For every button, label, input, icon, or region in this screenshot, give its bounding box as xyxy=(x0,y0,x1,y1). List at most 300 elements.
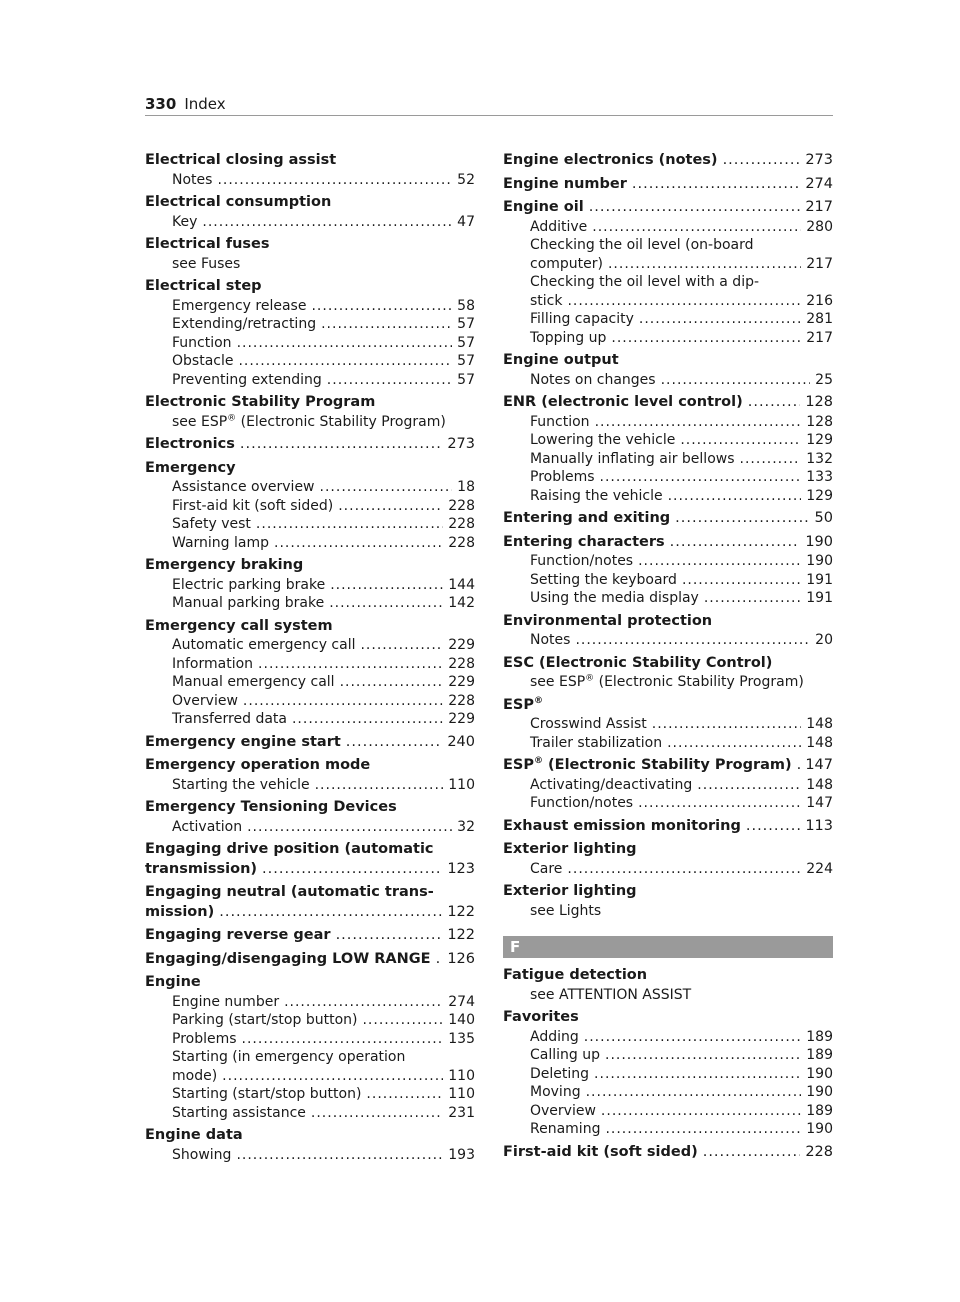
subentry-text xyxy=(530,329,606,348)
index-entry xyxy=(503,393,833,505)
subentry-title: Key xyxy=(172,213,198,230)
subentry-title: Function/notes xyxy=(530,795,634,811)
see-text: see ESP xyxy=(172,413,228,430)
page-ref: 228 xyxy=(448,497,475,514)
subentry-text xyxy=(530,1120,600,1139)
dot-leader xyxy=(242,1030,444,1049)
subentry xyxy=(145,534,475,553)
index-entry xyxy=(145,840,475,879)
entry-heading xyxy=(145,903,475,923)
dot-leader xyxy=(362,1011,443,1030)
registered-mark: ® xyxy=(533,695,543,706)
page-ref: 122 xyxy=(447,927,475,943)
entry-heading xyxy=(145,617,475,637)
page-ref: 274 xyxy=(448,993,475,1010)
dot-leader xyxy=(584,1028,802,1047)
dot-leader xyxy=(243,692,443,711)
page-ref: 58 xyxy=(457,297,475,314)
entry-heading xyxy=(145,459,475,479)
page-ref: 273 xyxy=(447,436,475,452)
index-entry xyxy=(503,654,833,692)
dot-leader xyxy=(639,310,801,329)
entry-heading xyxy=(145,756,475,776)
subentry-text xyxy=(172,515,251,534)
subentry-title: Manually inflating air bellows xyxy=(530,450,735,467)
index-entry xyxy=(145,235,475,273)
dot-leader xyxy=(638,794,801,813)
subentry-text xyxy=(530,1028,579,1047)
index-entry xyxy=(503,882,833,920)
page-ref: 52 xyxy=(457,171,475,188)
entry-title: Engine output xyxy=(503,352,619,368)
entry-title: Exterior lighting xyxy=(503,883,637,899)
subentry-text xyxy=(530,860,562,879)
see-text-rest: (Electronic Stability Program) xyxy=(594,674,804,690)
subentry xyxy=(145,673,475,692)
subentry xyxy=(145,710,475,729)
index-entry xyxy=(503,1008,833,1139)
dot-leader xyxy=(667,734,801,753)
page-ref: 240 xyxy=(447,733,475,750)
entry-title-rest: (Electronic Stability Program) xyxy=(542,757,792,773)
subentry xyxy=(503,1120,833,1139)
entry-title: Exhaust emission monitoring xyxy=(503,817,741,834)
page-ref: 132 xyxy=(806,450,833,467)
page-ref: 217 xyxy=(806,255,833,272)
index-entry xyxy=(503,612,833,650)
subentry-line: Starting (in emergency operation xyxy=(172,1049,406,1065)
subentry-title: Safety vest xyxy=(172,516,251,532)
page-ref: 144 xyxy=(448,576,475,593)
subentry xyxy=(145,213,475,232)
entry-title: Emergency xyxy=(145,459,236,476)
subentry xyxy=(145,515,475,534)
page-ref: 57 xyxy=(457,316,475,332)
subentry-title: Starting the vehicle xyxy=(172,776,310,793)
subentry-title: Care xyxy=(530,860,563,877)
entry-heading xyxy=(503,612,833,632)
index-entry xyxy=(503,1143,833,1163)
dot-leader xyxy=(567,292,801,311)
dot-leader xyxy=(586,1083,802,1102)
subentry xyxy=(503,1028,833,1047)
subentry-title: Manual emergency call xyxy=(172,674,335,690)
subentry xyxy=(145,371,475,390)
registered-mark: ® xyxy=(533,756,543,767)
page-ref: 57 xyxy=(457,353,475,369)
page-ref: 142 xyxy=(448,595,475,611)
subentry-text xyxy=(172,497,333,516)
registered-mark: ® xyxy=(227,412,237,423)
subentry-title: Activating/deactivating xyxy=(530,776,693,793)
subentry-title: Function xyxy=(530,413,590,430)
dot-leader xyxy=(600,468,802,487)
subentry xyxy=(145,594,475,613)
registered-mark: ® xyxy=(585,673,595,684)
subentry xyxy=(503,371,833,390)
dot-leader xyxy=(740,450,802,469)
subentry-text xyxy=(530,468,595,487)
subentry xyxy=(145,655,475,674)
subentry-title: Manual parking brake xyxy=(172,595,325,611)
subentry-text xyxy=(172,636,355,655)
index-entry xyxy=(145,756,475,794)
entry-heading xyxy=(145,193,475,213)
entry-title: Emergency call system xyxy=(145,617,333,634)
subentry xyxy=(503,776,833,795)
page-ref: 228 xyxy=(448,692,475,709)
dot-leader xyxy=(797,756,801,776)
dot-leader xyxy=(595,413,802,432)
subentry xyxy=(145,334,475,353)
index-entry xyxy=(503,351,833,389)
subentry-text xyxy=(172,655,253,674)
subentry-title: Overview xyxy=(530,1102,596,1119)
entry-heading xyxy=(145,393,475,413)
entry-title: First-aid kit (soft sided) xyxy=(503,1143,698,1160)
entry-heading-text xyxy=(145,860,257,880)
subentry-text xyxy=(172,352,233,371)
dot-leader xyxy=(704,589,801,608)
subentry-text xyxy=(172,1030,237,1049)
index-entry xyxy=(145,926,475,946)
subentry-title: Function/notes xyxy=(530,553,634,569)
dot-leader xyxy=(274,534,443,553)
entry-heading-text xyxy=(503,151,718,171)
subentry xyxy=(503,552,833,571)
entry-title: Electrical consumption xyxy=(145,194,332,210)
entry-heading-text xyxy=(145,903,214,923)
dot-leader xyxy=(632,175,800,195)
dot-leader xyxy=(594,1065,801,1084)
page-ref: 216 xyxy=(806,292,833,309)
entry-title: Engine electronics (notes) xyxy=(503,152,718,168)
page-ref: 135 xyxy=(448,1030,475,1047)
entry-heading xyxy=(503,198,833,218)
subentry-text xyxy=(172,673,335,692)
page-ref: 129 xyxy=(806,487,833,504)
subentry-title: Notes on changes xyxy=(530,371,656,388)
subentry-title: Function xyxy=(172,334,232,351)
dot-leader xyxy=(222,1067,443,1086)
page-ref: 191 xyxy=(806,571,833,588)
entry-heading xyxy=(503,654,833,674)
entry-title-line: Engaging drive position (automatic xyxy=(145,841,434,857)
entry-title: Emergency Tensioning Devices xyxy=(145,799,397,815)
dot-leader xyxy=(652,715,802,734)
page-ref: 190 xyxy=(806,553,833,569)
subentry-title: Electric parking brake xyxy=(172,576,326,593)
subentry-text xyxy=(530,631,570,650)
page-ref: 47 xyxy=(457,213,475,230)
page-ref: 190 xyxy=(806,1121,833,1137)
subentry xyxy=(145,1085,475,1104)
index-entry xyxy=(145,617,475,729)
page-header xyxy=(145,94,226,114)
entry-heading-text xyxy=(503,756,792,776)
dot-leader xyxy=(262,860,442,880)
dot-leader xyxy=(592,218,801,237)
index-entry xyxy=(503,840,833,878)
subentry-title: Deleting xyxy=(530,1065,590,1082)
subentry-text xyxy=(530,552,633,571)
subentry-title: Preventing extending xyxy=(172,371,322,388)
entry-heading-text xyxy=(503,533,665,553)
subentry-title: Renaming xyxy=(530,1121,601,1137)
subentry xyxy=(503,329,833,348)
subentry-title: Starting (start/stop button) xyxy=(172,1086,362,1102)
index-entry xyxy=(503,175,833,195)
dot-leader xyxy=(366,1085,443,1104)
page-ref: 32 xyxy=(457,818,475,835)
page-ref: 228 xyxy=(448,655,475,672)
subentry xyxy=(503,589,833,608)
page-ref: 50 xyxy=(814,510,833,526)
entry-heading xyxy=(503,966,833,986)
subentry-text xyxy=(172,1104,306,1123)
dot-leader xyxy=(697,776,801,795)
index-column-left xyxy=(145,151,475,1168)
see-text: see ESP xyxy=(530,674,586,690)
subentry xyxy=(145,818,475,837)
entry-title: ESC (Electronic Stability Control) xyxy=(503,654,773,671)
page-ref: 281 xyxy=(806,311,833,327)
entry-heading xyxy=(503,756,833,776)
index-entry xyxy=(503,966,833,1004)
subentry-text xyxy=(172,534,269,553)
dot-leader xyxy=(336,926,443,946)
subentry xyxy=(145,1104,475,1123)
dot-leader xyxy=(321,315,452,334)
page-ref: 274 xyxy=(805,175,833,192)
see-reference xyxy=(503,673,833,692)
index-entry xyxy=(145,1126,475,1164)
entry-title: Engine oil xyxy=(503,199,584,215)
subentry xyxy=(503,571,833,590)
page-ref: 110 xyxy=(448,1086,475,1102)
subentry-text xyxy=(530,589,699,608)
dot-leader xyxy=(680,431,801,450)
entry-heading-text xyxy=(503,817,741,837)
subentry-text xyxy=(172,692,238,711)
page-ref: 189 xyxy=(806,1102,833,1119)
subentry xyxy=(503,715,833,734)
index-entry xyxy=(503,756,833,813)
index-entry xyxy=(145,798,475,836)
subentry-text xyxy=(530,450,735,469)
entry-heading xyxy=(503,696,833,716)
entry-heading xyxy=(145,798,475,818)
entry-title: Engaging/disengaging LOW RANGE xyxy=(145,950,431,967)
entry-heading xyxy=(503,393,833,413)
page-ref: 147 xyxy=(805,757,833,773)
subentry-text xyxy=(530,487,663,506)
dot-leader xyxy=(329,594,443,613)
subentry-title: Topping up xyxy=(530,329,607,346)
subentry-text xyxy=(172,1085,361,1104)
page-ref: 20 xyxy=(815,632,833,648)
entry-title: Electrical step xyxy=(145,278,262,294)
page-ref: 147 xyxy=(806,795,833,811)
subentry-title: Notes xyxy=(172,171,213,188)
subentry-title: Calling up xyxy=(530,1047,600,1063)
index-entry xyxy=(503,696,833,753)
page-ref: 148 xyxy=(806,716,833,732)
subentry-title: Parking (start/stop button) xyxy=(172,1012,358,1028)
subentry xyxy=(503,794,833,813)
subentry-text xyxy=(172,576,325,595)
entry-title: Engaging reverse gear xyxy=(145,927,331,943)
page-ref: 191 xyxy=(806,590,833,606)
subentry xyxy=(145,1067,475,1086)
subentry-text xyxy=(172,371,322,390)
page-ref: 280 xyxy=(806,218,833,235)
subentry xyxy=(503,450,833,469)
see-reference xyxy=(145,413,475,432)
subentry-cont: computer) xyxy=(530,255,603,272)
subentry-text xyxy=(172,818,242,837)
entry-heading xyxy=(145,151,475,171)
subentry xyxy=(145,1030,475,1049)
index-entry xyxy=(145,733,475,753)
entry-title: Electrical fuses xyxy=(145,236,270,252)
subentry xyxy=(503,1102,833,1121)
page-ref: 140 xyxy=(448,1012,475,1028)
subentry xyxy=(503,413,833,432)
page-ref: 190 xyxy=(806,1084,833,1100)
subentry-text xyxy=(172,1067,217,1086)
page-ref: 128 xyxy=(805,394,833,410)
entry-title: Engine data xyxy=(145,1127,243,1143)
subentry xyxy=(503,310,833,329)
entry-heading-text xyxy=(145,950,431,970)
index-entry xyxy=(145,973,475,1122)
dot-leader xyxy=(611,329,801,348)
subentry-text xyxy=(530,255,603,274)
subentry-text xyxy=(530,734,662,753)
subentry xyxy=(503,631,833,650)
dot-leader xyxy=(311,297,452,316)
entry-heading xyxy=(145,860,475,880)
subentry-title: Raising the vehicle xyxy=(530,487,663,504)
subentry-text xyxy=(530,413,590,432)
entry-title: Favorites xyxy=(503,1009,579,1025)
dot-leader xyxy=(575,631,810,650)
subentry-line: Checking the oil level with a dip- xyxy=(530,274,760,290)
subentry-line: Checking the oil level (on-board xyxy=(530,237,754,253)
entry-heading xyxy=(503,1143,833,1163)
page-ref: 193 xyxy=(448,1146,475,1163)
index-entry xyxy=(145,193,475,231)
dot-leader xyxy=(723,151,801,171)
page-ref: 126 xyxy=(447,950,475,967)
index-column-right xyxy=(503,151,833,1166)
entry-heading xyxy=(503,351,833,371)
section-letter: F xyxy=(510,938,521,956)
entry-heading-text xyxy=(145,926,331,946)
page-ref: 122 xyxy=(447,903,475,920)
subentry-text xyxy=(530,794,633,813)
index-entry xyxy=(503,817,833,837)
entry-heading xyxy=(503,533,833,553)
page-ref: 229 xyxy=(448,674,475,690)
subentry-title: Obstacle xyxy=(172,353,234,369)
page-ref: 57 xyxy=(457,371,475,388)
entry-heading-text xyxy=(145,435,235,455)
page-ref: 110 xyxy=(448,1067,475,1084)
entry-title: ENR (electronic level control) xyxy=(503,394,743,410)
subentry-cont: stick xyxy=(530,292,563,309)
page-ref: 129 xyxy=(806,432,833,448)
subentry-title: Activation xyxy=(172,818,243,835)
subentry xyxy=(503,860,833,879)
index-entry xyxy=(145,459,475,553)
subentry-text xyxy=(172,594,324,613)
subentry-text xyxy=(530,715,647,734)
dot-leader xyxy=(315,776,444,795)
subentry-title: Lowering the vehicle xyxy=(530,432,676,448)
subentry-title: Filling capacity xyxy=(530,311,634,327)
page-ref: 18 xyxy=(457,479,475,495)
subentry-text xyxy=(530,1102,596,1121)
index-entry xyxy=(145,883,475,922)
subentry-title: Setting the keyboard xyxy=(530,571,677,588)
subentry-text xyxy=(530,571,677,590)
entry-heading xyxy=(503,882,833,902)
dot-leader xyxy=(202,213,452,232)
page-ref: 133 xyxy=(806,469,833,485)
subentry-title: Using the media display xyxy=(530,590,699,606)
subentry-text xyxy=(530,218,587,237)
subentry xyxy=(503,292,833,311)
entry-heading xyxy=(145,435,475,455)
see-reference: see Fuses xyxy=(172,255,241,272)
entry-title: Environmental protection xyxy=(503,612,713,629)
subentry-text xyxy=(172,710,287,729)
header-divider xyxy=(145,115,833,116)
entry-heading xyxy=(145,235,475,255)
entry-title-cont: transmission) xyxy=(145,860,258,877)
subentry xyxy=(145,1011,475,1030)
subentry-title: Assistance overview xyxy=(172,479,315,495)
subentry-text xyxy=(530,776,692,795)
dot-leader xyxy=(670,533,801,553)
dot-leader xyxy=(703,1143,801,1163)
subentry-text xyxy=(172,1011,357,1030)
dot-leader xyxy=(748,393,801,413)
subentry-text xyxy=(172,1146,231,1165)
subentry-title: Warning lamp xyxy=(172,534,270,551)
subentry xyxy=(145,478,475,497)
dot-leader xyxy=(605,1120,801,1139)
dot-leader xyxy=(360,636,443,655)
index-entry xyxy=(145,435,475,455)
index-entry xyxy=(145,151,475,189)
subentry-title: Adding xyxy=(530,1028,579,1045)
index-entry xyxy=(503,151,833,171)
dot-leader xyxy=(638,552,801,571)
page-title: Index xyxy=(184,95,226,113)
page-ref: 190 xyxy=(806,1065,833,1082)
subentry-text xyxy=(172,213,197,232)
subentry-title: First-aid kit (soft sided) xyxy=(172,497,334,514)
dot-leader xyxy=(284,993,443,1012)
subentry-title: Extending/retracting xyxy=(172,316,317,332)
subentry xyxy=(503,1046,833,1065)
subentry-text xyxy=(530,292,562,311)
entry-title: Exterior lighting xyxy=(503,841,637,857)
dot-leader xyxy=(320,478,453,497)
